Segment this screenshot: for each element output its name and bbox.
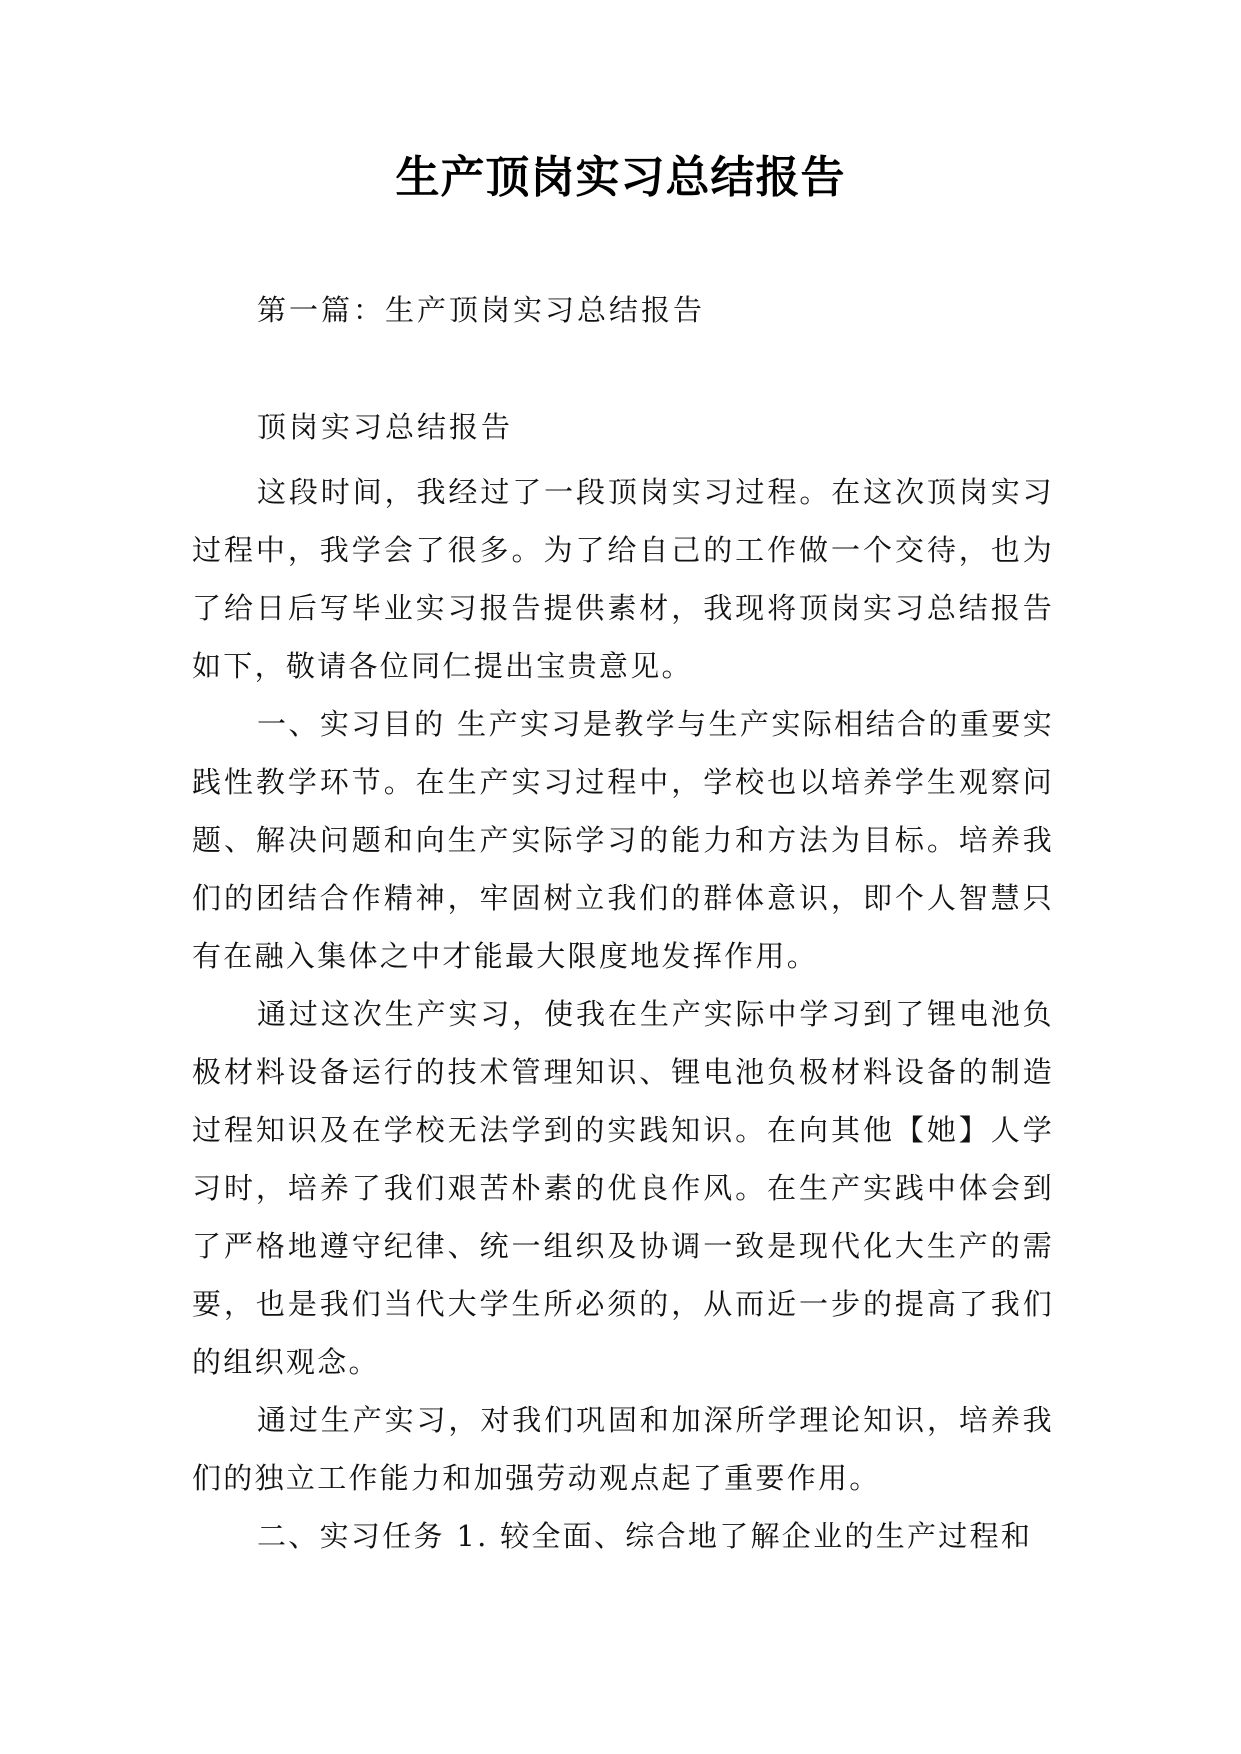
- paragraph-knowledge: 通过这次生产实习，使我在生产实际中学习到了锂电池负极材料设备运行的技术管理知识、锂电池负极材料设备的制造过程知识及在学校无法学到的实践知识。在向其他【她】人学习时，培养了我们艰苦朴素的优良作风。在生产实践中体会到了严格地遵守纪律、统一组织及协调一致是现代化大生产的需要，也是我们当代大学生所必须的，从而近一步的提高了我们的组织观念。: [192, 997, 1054, 1379]
- paragraph-purpose: 一、实习目的 生产实习是教学与生产实际相结合的重要实践性教学环节。在生产实习过程中，学校也以培养学生观察问题、解决问题和向生产实际学习的能力和方法为目标。培养我们的团结合作精神，牢固树立我们的群体意识，即个人智慧只有在融入集体之中才能最大限度地发挥作用。: [192, 707, 1054, 973]
- report-heading: 顶岗实习总结报告: [257, 410, 514, 444]
- paragraph-tasks: 二、实习任务 1. 较全面、综合地了解企业的生产过程和: [257, 1519, 1033, 1553]
- paragraph-intro: 这段时间，我经过了一段顶岗实习过程。在这次顶岗实习过程中，我学会了很多。为了给自己的工作做一个交待，也为了给日后写毕业实习报告提供素材，我现将顶岗实习总结报告如下，敬请各位同仁提出宝贵意见。: [192, 475, 1054, 683]
- document-title: 生产顶岗实习总结报告: [395, 152, 846, 203]
- section-heading: 第一篇：生产顶岗实习总结报告: [257, 293, 706, 327]
- paragraph-theory: 通过生产实习，对我们巩固和加深所学理论知识，培养我们的独立工作能力和加强劳动观点起了重要作用。: [192, 1403, 1054, 1495]
- document-body: [192, 463, 1054, 1565]
